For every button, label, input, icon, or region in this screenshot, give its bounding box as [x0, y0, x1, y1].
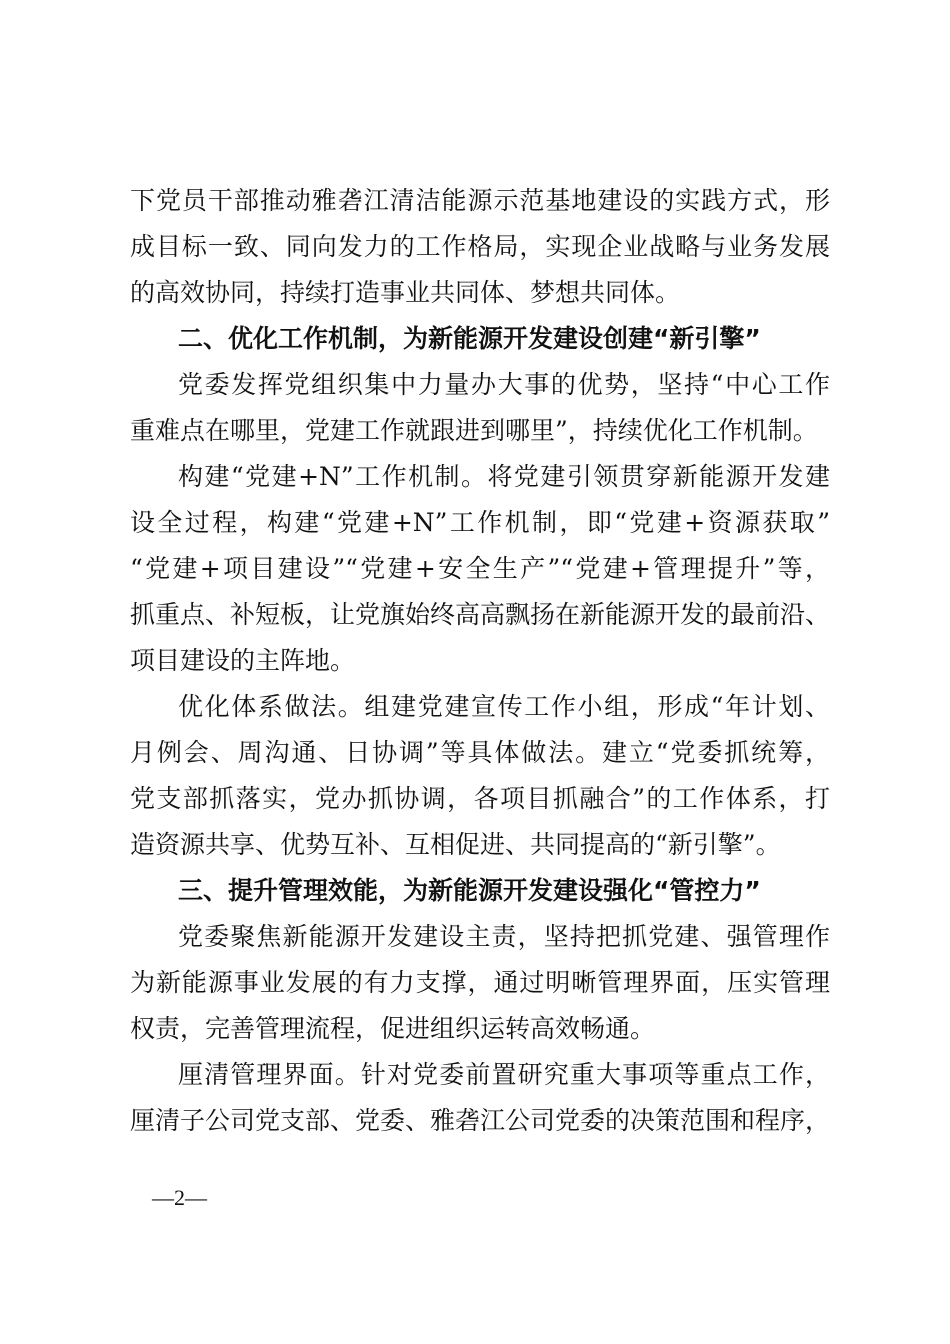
body-line: 党支部抓落实，党办抓协调，各项目抓融合”的工作体系，打	[130, 784, 830, 813]
page-number: —2—	[152, 1185, 207, 1210]
body-line: 党委发挥党组织集中力量办大事的优势，坚持“中心工作	[178, 370, 830, 399]
body-line: 重难点在哪里，党建工作就跟进到哪里”，持续优化工作机制。	[130, 416, 818, 445]
section-heading: 二、优化工作机制，为新能源开发建设创建“新引擎”	[178, 324, 761, 353]
body-line: 厘清子公司党支部、党委、雅砻江公司党委的决策范围和程序，	[130, 1106, 831, 1135]
body-line: 权责，完善管理流程，促进组织运转高效畅通。	[130, 1014, 656, 1043]
body-line: 设全过程，构建“党建+N”工作机制，即“党建+资源获取”	[130, 508, 830, 537]
body-line: 下党员干部推动雅砻江清洁能源示范基地建设的实践方式，形	[130, 186, 830, 215]
body-line: “党建+项目建设”“党建+安全生产”“党建+管理提升”等，	[130, 554, 830, 583]
body-line: 的高效协同，持续打造事业共同体、梦想共同体。	[130, 278, 681, 307]
body-line: 月例会、周沟通、日协调”等具体做法。建立“党委抓统筹，	[130, 738, 830, 767]
body-line: 抓重点、补短板，让党旗始终高高飘扬在新能源开发的最前沿、	[130, 600, 831, 629]
body-line: 成目标一致、同向发力的工作格局，实现企业战略与业务发展	[130, 232, 830, 261]
body-line: 优化体系做法。组建党建宣传工作小组，形成“年计划、	[178, 692, 830, 721]
body-line: 党委聚焦新能源开发建设主责，坚持把抓党建、强管理作	[178, 922, 830, 951]
body-line: 厘清管理界面。针对党委前置研究重大事项等重点工作，	[178, 1060, 830, 1089]
body-line: 项目建设的主阵地。	[130, 646, 356, 675]
body-line: 构建“党建+N”工作机制。将党建引领贯穿新能源开发建	[178, 462, 830, 491]
section-heading: 三、提升管理效能，为新能源开发建设强化“管控力”	[178, 876, 761, 905]
body-line: 造资源共享、优势互补、互相促进、共同提高的“新引擎”。	[130, 830, 781, 859]
body-line: 为新能源事业发展的有力支撑，通过明晰管理界面，压实管理	[130, 968, 830, 997]
